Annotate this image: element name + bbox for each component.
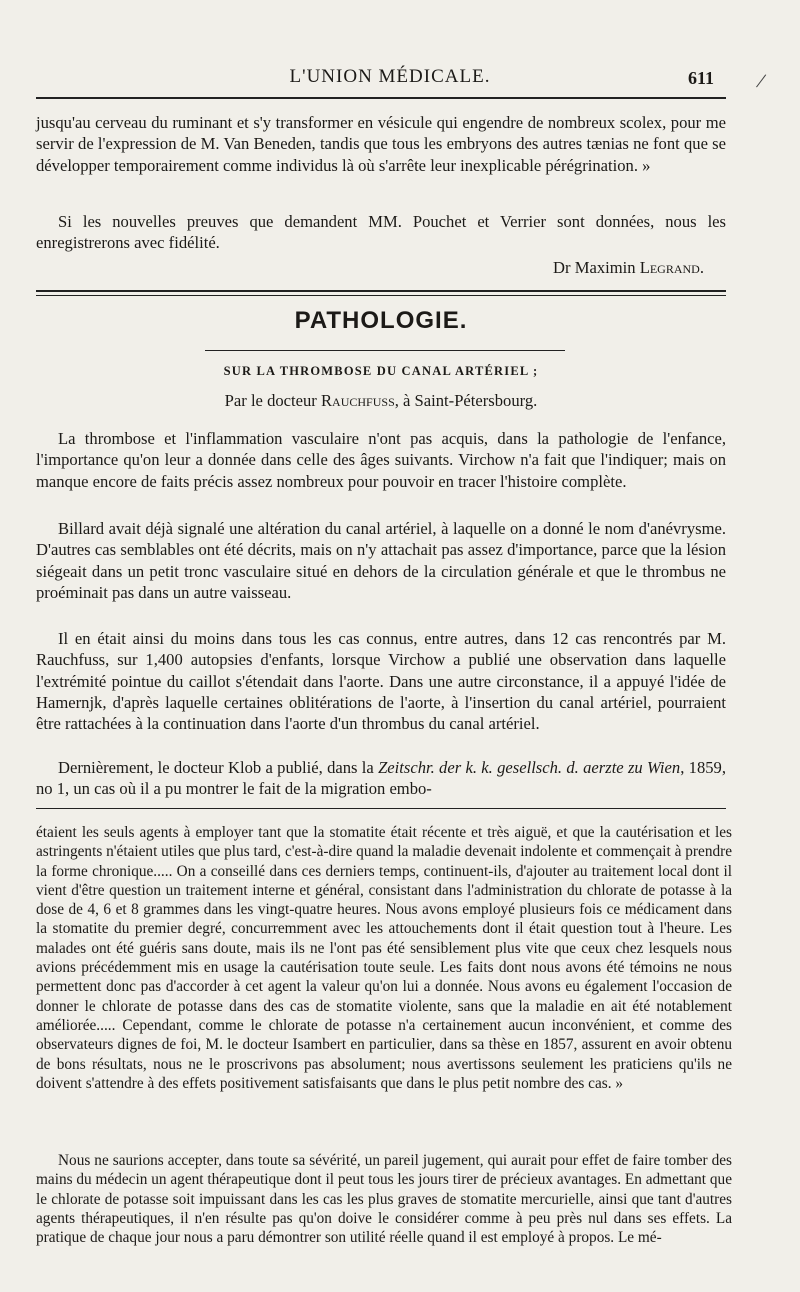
article-divider bbox=[36, 808, 726, 809]
section-rule-top bbox=[36, 290, 726, 292]
header-rule bbox=[36, 97, 726, 99]
running-head bbox=[40, 66, 740, 96]
section-rule-top-thin bbox=[36, 295, 726, 296]
article-title: SUR LA THROMBOSE DU CANAL ARTÉRIEL ; bbox=[223, 364, 539, 378]
byline-author: Rauchfuss bbox=[320, 391, 395, 410]
journal-title: Zeitschr. der k. k. gesellsch. d. aerzte zu Wien bbox=[378, 758, 681, 777]
article-paragraph-2: Billard avait déjà signalé une altération du canal artériel, à laquelle on a donné le nom d'anévrysme. D'autres cas semblables ont été décrits, mais on n'y attachait pas assez d'importance, parce que la lésion siégeait dans un petit tronc vasculaire situé en dehors de la circulation générale et que le thrombus ne proéminait pas dans un autre vaisseau. bbox=[36, 519, 726, 602]
section-heading-rule bbox=[205, 350, 565, 351]
quote-paragraph: jusqu'au cerveau du ruminant et s'y transformer en vésicule qui engendre de nombreux scolex, pour me servir de l'expression de M. Van Beneden, tandis que tous les embryons des autres tænias ne font que se développer temporairement comme individus là où s'arrête leur inexplicable pérégrination. » bbox=[36, 113, 726, 175]
signature-name: Legrand. bbox=[639, 258, 704, 277]
klob-after: , 1859, no 1, un cas où il a pu montrer le fait de la migration embo- bbox=[36, 758, 726, 799]
byline-prefix: Par le docteur bbox=[224, 391, 321, 410]
feuilleton-paragraph-1: étaient les seuls agents à employer tant que la stomatite était récente et très aiguë, et que la cautérisation et les astringents n'étaient utiles que plus tard, c'est-à-dire quand la maladie devenait indolente et commençait à prendre la forme chronique..... On a conseillé dans ces derniers temps, continuent-ils, d'ajouter au traitement local dont il vient d'être question un traitement interne et général, consistant dans l'administration du chlorate de potasse à la dose de 4, 6 et 8 grammes dans les vingt-quatre heures. Nous avons employé plusieurs fois ce médicament dans la stomatite du premier degré, concurremment avec les attouchements dont il était question tout à l'heure. Les malades ont été guéris sans doute, mais ils ne l'ont pas été sensiblement plus vite que ceux chez lesquels nous avions précédemment mis en usage la cautérisation toute seule. Les faits dont nous avons été témoins ne nous permettent donc pas d'accorder à cet agent la valeur qu'on lui a donnée. Nous avons eu également l'occasion de donner le chlorate de potasse dans des cas de stomatite violente, sans que la maladie en ait été notablement améliorée..... Cependant, comme le chlorate de potasse n'a certainement aucun inconvénient, et comme des observateurs dignes de foi, M. le docteur Isambert en particulier, dans sa thèse en 1857, assurent en avoir obtenu de bons résultats, nous ne le proscrivons pas absolument; nous avertissons seulement les praticiens qu'ils ne doivent s'attendre à des effets positivement satisfaisants que dans le plus petit nombre des cas. » bbox=[36, 824, 732, 1092]
article-paragraph-3: Il en était ainsi du moins dans tous les cas connus, entre autres, dans 12 cas rencontrés par M. Rauchfuss, sur 1,400 autopsies d'enfants, lorsque Virchow a publié une observation dans laquelle l'extrémité pointue du caillot s'étendait dans l'aorte. Dans une autre circonstance, il a appuyé l'idée de Hamernjk, d'après laquelle certaines oblitérations de l'aorte, à l'insertion du canal artériel, pourraient être rattachées à la continuation dans l'aorte d'un thrombus du canal artériel. bbox=[36, 629, 726, 734]
closing-paragraph: Si les nouvelles preuves que demandent MM. Pouchet et Verrier sont données, nous les enregistrerons avec fidélité. bbox=[36, 212, 726, 253]
klob-before: Dernièrement, le docteur Klob a publié, dans la bbox=[58, 758, 379, 777]
running-title: L'UNION MÉDICALE. bbox=[289, 66, 491, 87]
page-number: 611 bbox=[687, 68, 714, 88]
margin-mark: / bbox=[754, 67, 768, 94]
signature-prefix: Dr Maximin bbox=[553, 258, 640, 277]
byline bbox=[36, 391, 726, 411]
section-heading: PATHOLOGIE. bbox=[294, 307, 468, 334]
signature bbox=[553, 258, 704, 278]
article-paragraph-1: La thrombose et l'inflammation vasculaire n'ont pas acquis, dans la pathologie de l'enfance, l'importance qu'on leur a donnée dans celle des âges suivants. Virchow n'a fait que l'indiquer; mais on manque encore de faits précis assez nombreux pour pouvoir en tracer l'histoire complète. bbox=[36, 429, 726, 491]
feuilleton-paragraph-2: Nous ne saurions accepter, dans toute sa sévérité, un pareil jugement, qui aurait pour effet de faire tomber des mains du médecin un agent thérapeutique dont il peut tous les jours tirer de précieux avantages. En admettant que le chlorate de potasse soit impuissant dans les cas les plus graves de stomatite mercurielle, ainsi que tant d'autres agents thérapeutiques, il n'en résulte pas qu'on doive le considérer comme à peu près nul dans ses effets. La pratique de chaque jour nous a paru démontrer son utilité réelle quand il est employé à propos. Le mé- bbox=[36, 1152, 732, 1247]
byline-suffix: , à Saint-Pétersbourg. bbox=[394, 391, 538, 410]
article-paragraph-4 bbox=[36, 757, 726, 800]
